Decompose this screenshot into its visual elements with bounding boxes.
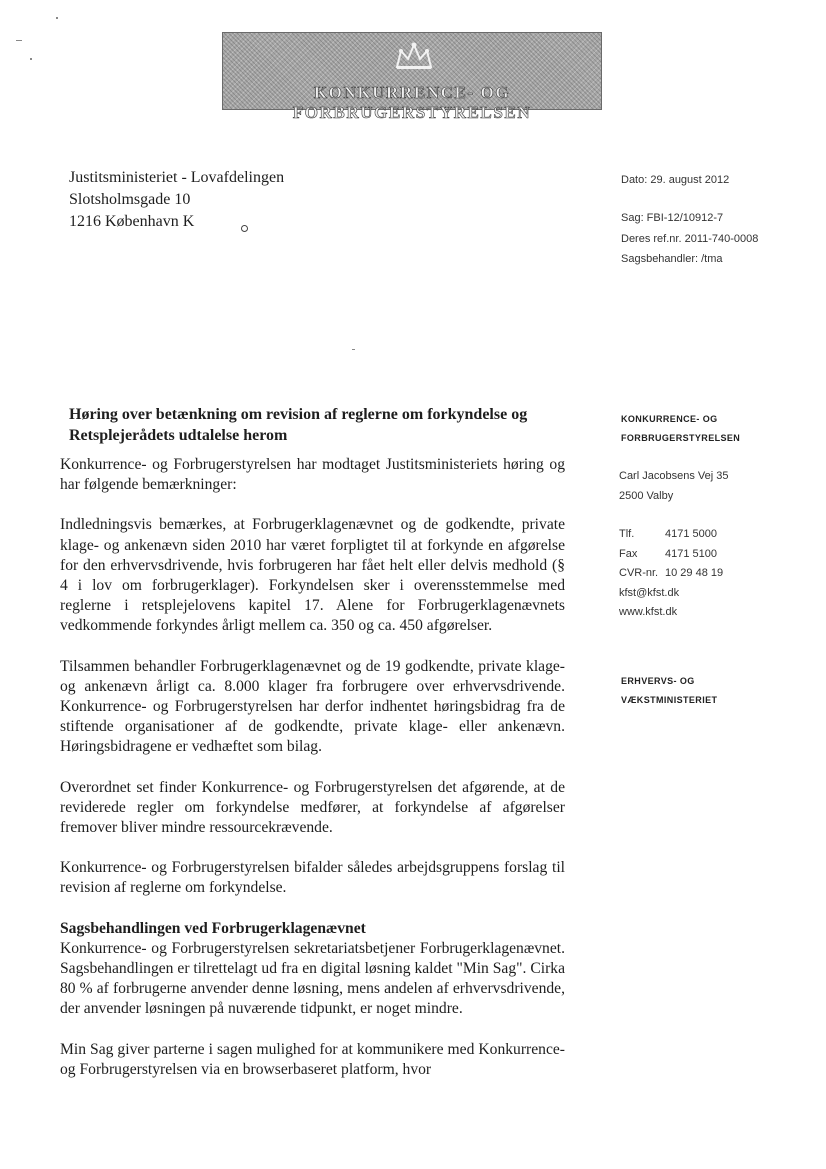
email-text: kfst@kfst.dk [619, 586, 680, 599]
phone-value: 4171 5000 [665, 528, 717, 540]
subject-line: Høring over betænkning om revision af reglerne om forkyndelse og [69, 406, 528, 423]
address-line: 2500 Valby [619, 490, 674, 502]
section-heading: Sagsbehandlingen ved Forbrugerklagenævnet [60, 919, 366, 937]
sender-org-line: KONKURRENCE- OG [621, 414, 718, 424]
scan-dot [241, 225, 248, 232]
fax-label: Fax [619, 547, 638, 560]
sender-org-line: FORBRUGERSTYRELSEN [621, 433, 741, 443]
ministry [621, 672, 717, 710]
scan-speck [56, 17, 58, 19]
sender-org [621, 410, 740, 448]
letterhead-logo [222, 32, 602, 122]
cvr-label: CVR-nr. [619, 567, 659, 579]
sender-address [619, 466, 728, 506]
ministry-line: ERHVERVS- OG [621, 676, 695, 686]
scan-speck [352, 349, 355, 350]
reference-number: Deres ref.nr. 2011-740-0008 [621, 233, 759, 245]
case-handler: Sagsbehandler: /tma [621, 253, 723, 265]
recipient-address [69, 167, 284, 233]
ministry-line: VÆKSTMINISTERIET [621, 695, 718, 705]
logo-text: KONKURRENCE- OG FORBRUGERSTYRELSEN [292, 83, 532, 122]
letter-subject [69, 404, 574, 446]
recipient-line: 1216 København K [69, 213, 195, 230]
website-text: www.kfst.dk [619, 606, 678, 618]
cvr-row [619, 564, 723, 584]
paragraph: Konkurrence- og Forbrugerstyrelsen har modtaget Justitsministeriets høring og har følgende bemærkninger: [60, 456, 565, 494]
paragraph: Konkurrence- og Forbrugerstyrelsen sekretariatsbetjener Forbrugerklagenævnet. Sagsbehandlingen er tilrettelagt ud fra en digital løsning kaldet "Min Sag". Cirka 80 % af forbrugerne anvender denne løsning, mens andelen af erhvervsdrivende, der anvender løsningen på nuværende tidpunkt, er noget mindre. [60, 939, 565, 1018]
paragraph: Overordnet set finder Konkurrence- og Forbrugerstyrelsen det afgørende, at de reviderede regler om forkyndelse medfører, at forkyndelse af afgørelser fremover bliver mindre ressourcekrævende. [60, 778, 565, 837]
paragraph: Min Sag giver parterne i sagen mulighed for at kommunikere med Konkurrence- og Forbrugerstyrelsen via en browserbaseret platform, hvor [60, 1040, 565, 1078]
paragraph: Indledningsvis bemærkes, at Forbrugerklagenævnet og de godkendte, private klage- og ankenævn siden 2010 har været forpligtet til at forkynde en afgørelse for den erhvervsdrivende, hvis forbrugeren har fået helt eller delvis medhold (§ 4 i lov om forbrugerklager). Forkyndelsen sker i overensstemmelse med reglerne i retsplejelovens kapitel 17. Alene for Forbrugerklagenævnets vedkommende forkyndes årligt mellem ca. 350 og ca. 450 afgørelser. [60, 516, 565, 635]
case-number: Sag: FBI-12/10912-7 [621, 212, 724, 224]
address-line: Carl Jacobsens Vej 35 [619, 470, 729, 482]
paragraph: Konkurrence- og Forbrugerstyrelsen bifalder således arbejdsgruppens forslag til revision af reglerne om forkyndelse. [60, 859, 565, 897]
scan-speck [16, 40, 22, 41]
subject-line: Retsplejerådets udtalelse herom [69, 427, 288, 444]
recipient-line: Justitsministeriet - Lovafdelingen [69, 169, 285, 186]
cvr-value: 10 29 48 19 [665, 567, 724, 579]
crown-icon [393, 41, 435, 71]
fax-row [619, 545, 723, 565]
letter-body [60, 455, 565, 1080]
scan-speck [30, 58, 32, 60]
paragraph: Tilsammen behandler Forbrugerklagenævnet og de 19 godkendte, private klage- og ankenævn årligt ca. 8.000 klager fra forbrugere over erhvervsdrivende. Konkurrence- og Forbrugerstyrelsen har derfor indhentet høringsbidrag fra de stiftende organisationer af de godkendte, private klage- eller ankenævn. Høringsbidragene er vedhæftet som bilag. [60, 657, 565, 756]
letter-date: Dato: 29. august 2012 [621, 174, 730, 186]
phone-label: Tlf. [619, 528, 635, 540]
phone-row [619, 525, 723, 545]
fax-value: 4171 5100 [665, 547, 717, 560]
recipient-line: Slotsholmsgade 10 [69, 191, 191, 208]
contact-block [619, 525, 723, 623]
